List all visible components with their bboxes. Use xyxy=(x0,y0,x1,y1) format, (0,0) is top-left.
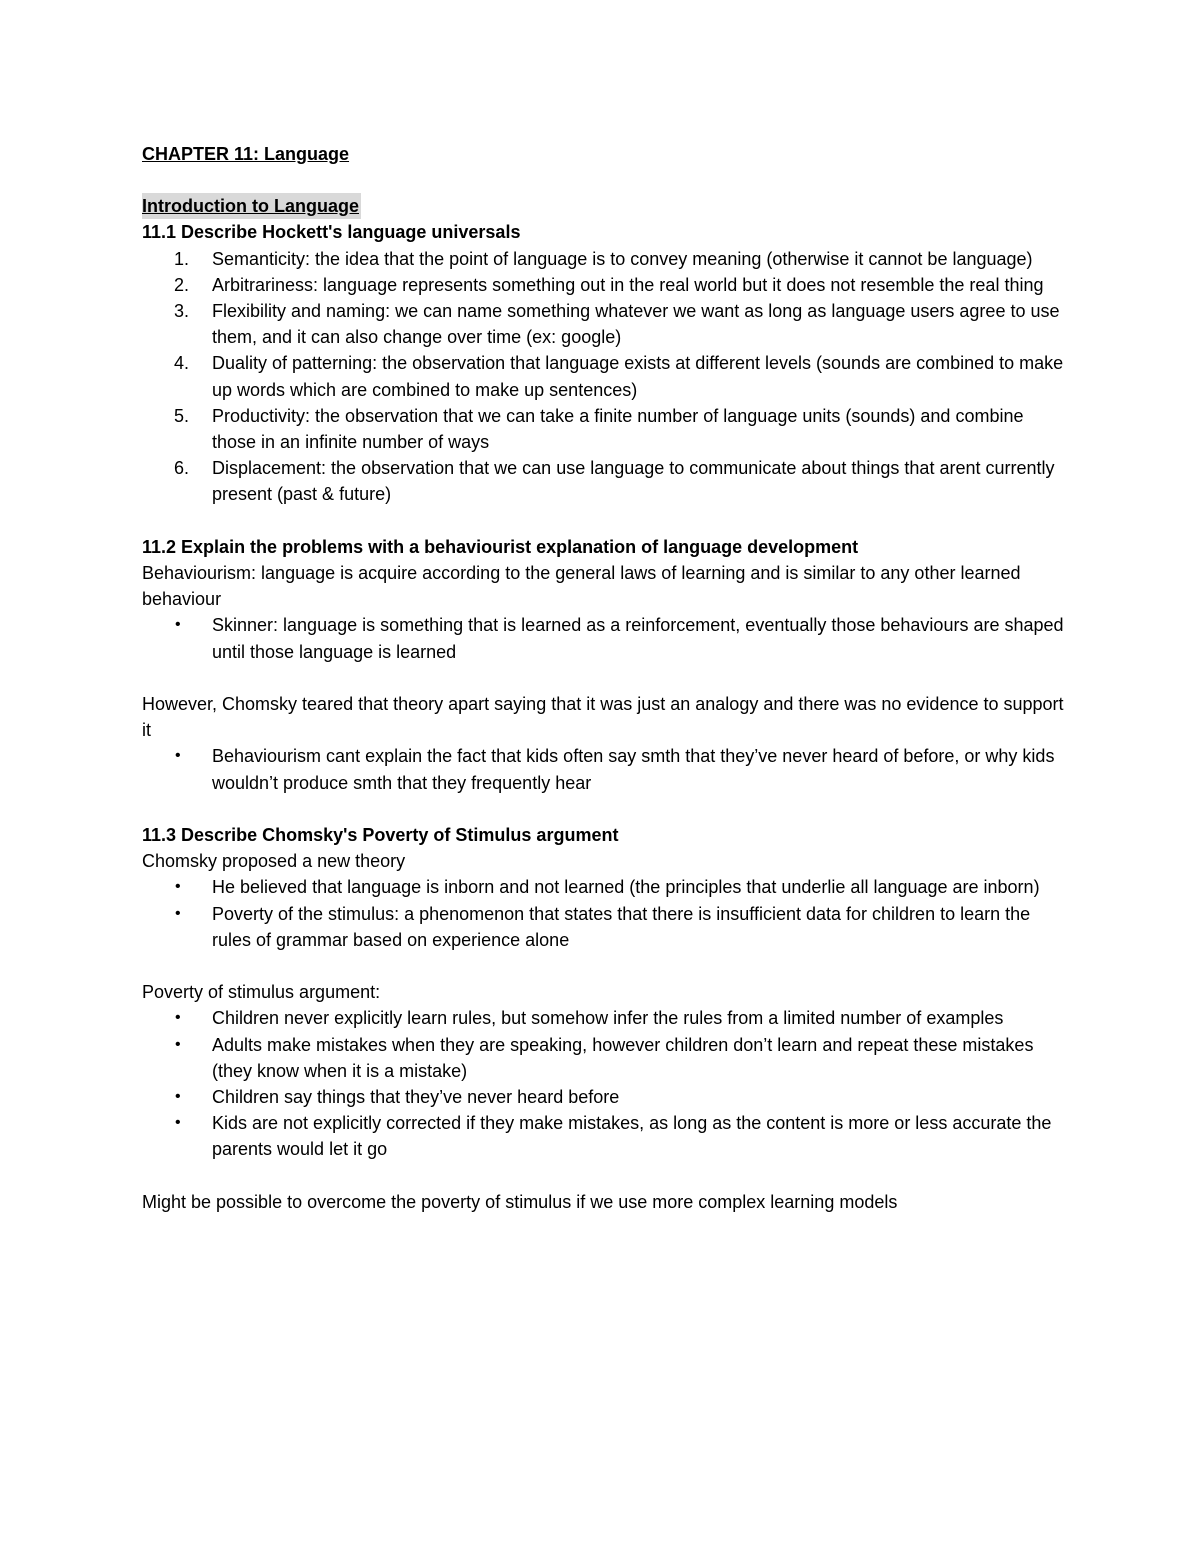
behaviourism-definition: Behaviourism: language is acquire according to the general laws of learning and is similar to any other learned behaviour xyxy=(142,563,1021,610)
bullet-item xyxy=(142,743,1072,795)
poverty-argument-bullets xyxy=(142,1005,1072,1162)
list-item xyxy=(142,272,1072,298)
bullet-text: He believed that language is inborn and not learned (the principles that underlie all language are inborn) xyxy=(212,877,1040,898)
list-item-text: Flexibility and naming: we can name something whatever we want as long as language users agree to use them, and it can also change over time (ex: google) xyxy=(212,301,1060,348)
bullet-item xyxy=(142,1084,1072,1110)
objective-11-2-heading: 11.2 Explain the problems with a behaviourist explanation of language development xyxy=(142,536,859,557)
list-number: 1. xyxy=(174,248,190,269)
list-item xyxy=(142,455,1072,507)
section-heading-row xyxy=(142,193,1072,219)
bullet-icon: • xyxy=(175,616,181,634)
spacer xyxy=(142,665,1072,691)
bullet-icon: • xyxy=(175,878,181,896)
skinner-bullets xyxy=(142,612,1072,664)
list-item-text: Arbitrariness: language represents something out in the real world but it does not resemble the real thing xyxy=(212,274,1044,295)
chomsky-theory-intro: Chomsky proposed a new theory xyxy=(142,851,406,872)
spacer xyxy=(142,1163,1072,1189)
bullet-text: Children never explicitly learn rules, but somehow infer the rules from a limited number of examples xyxy=(212,1008,1004,1029)
list-item-text: Productivity: the observation that we can take a finite number of language units (sounds) and combine those in an infinite number of ways xyxy=(212,405,1024,453)
spacer xyxy=(142,796,1072,822)
section-heading: Introduction to Language xyxy=(142,193,361,219)
list-number: 4. xyxy=(174,353,190,374)
bullet-text: Adults make mistakes when they are speaking, however children don’t learn and repeat these mistakes (they know when it is a mistake) xyxy=(212,1034,1034,1081)
spacer xyxy=(142,953,1072,979)
bullet-text: Kids are not explicitly corrected if they make mistakes, as long as the content is more or less accurate the parents would let it go xyxy=(212,1113,1052,1160)
list-item xyxy=(142,403,1072,455)
list-number: 5. xyxy=(174,405,190,426)
bullet-item xyxy=(142,1032,1072,1084)
list-item xyxy=(142,350,1072,402)
list-item xyxy=(142,298,1072,350)
bullet-icon: • xyxy=(175,1088,181,1106)
chomsky-critique: However, Chomsky teared that theory apart saying that it was just an analogy and there was no evidence to support it xyxy=(142,694,1064,741)
spacer xyxy=(142,508,1072,534)
bullet-item xyxy=(142,1005,1072,1031)
bullet-icon: • xyxy=(175,747,181,765)
bullet-icon: • xyxy=(175,1009,181,1027)
objective-11-3-heading: 11.3 Describe Chomsky's Poverty of Stimulus argument xyxy=(142,825,619,846)
bullet-item xyxy=(142,901,1072,953)
chapter-title: CHAPTER 11: Language xyxy=(142,144,350,164)
list-item-text: Semanticity: the idea that the point of language is to convey meaning (otherwise it cannot be language) xyxy=(212,248,1033,269)
bullet-text: Behaviourism cant explain the fact that kids often say smth that they’ve never heard of before, or why kids wouldn’t produce smth that they frequently hear xyxy=(212,746,1055,793)
closing-note: Might be possible to overcome the poverty of stimulus if we use more complex learning models xyxy=(142,1191,898,1212)
list-number: 2. xyxy=(174,274,190,295)
bullet-item xyxy=(142,874,1072,900)
bullet-icon: • xyxy=(175,1114,181,1132)
list-number: 3. xyxy=(174,301,190,322)
bullet-icon: • xyxy=(175,904,181,922)
bullet-text: Skinner: language is something that is learned as a reinforcement, eventually those behaviours are shaped until those language is learned xyxy=(212,615,1064,662)
list-number: 6. xyxy=(174,458,190,479)
bullet-text: Poverty of the stimulus: a phenomenon that states that there is insufficient data for children to learn the rules of grammar based on experience alone xyxy=(212,903,1031,950)
poverty-argument-heading: Poverty of stimulus argument: xyxy=(142,982,381,1003)
list-item-text: Duality of patterning: the observation that language exists at different levels (sounds are combined to make up words which are combined to make up sentences) xyxy=(212,353,1064,400)
bullet-item xyxy=(142,612,1072,664)
list-item xyxy=(142,246,1072,272)
critique-bullets xyxy=(142,743,1072,795)
list-item-text: Displacement: the observation that we can use language to communicate about things that arent currently present (past & future) xyxy=(212,458,1055,505)
bullet-item xyxy=(142,1110,1072,1162)
chomsky-theory-bullets xyxy=(142,874,1072,953)
bullet-text: Children say things that they’ve never heard before xyxy=(212,1087,620,1108)
bullet-icon: • xyxy=(175,1035,181,1053)
objective-11-1-heading: 11.1 Describe Hockett's language universals xyxy=(142,222,521,243)
document-page xyxy=(142,141,1072,1215)
hockett-universals-list xyxy=(142,246,1072,508)
